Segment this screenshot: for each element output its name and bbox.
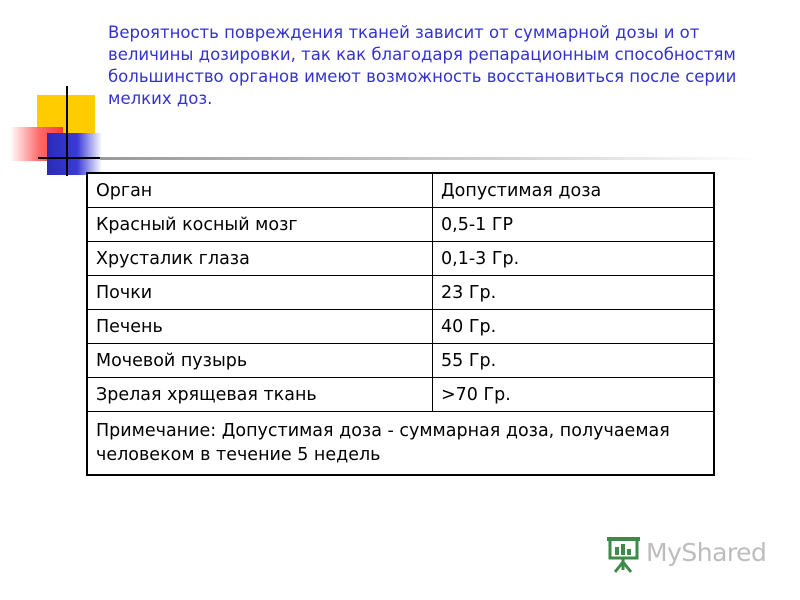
dose-cell: 40 Гр. [433,310,715,344]
watermark-logo [606,536,766,576]
dose-cell: 0,1-3 Гр. [433,242,715,276]
table-row [87,242,714,276]
watermark-text: MyShared [646,538,767,567]
dose-cell: 23 Гр. [433,276,715,310]
slide-title: Вероятность повреждения тканей зависит от суммарной дозы и от величины дозировки, так как благодаря репарационным способностям большинство органов имеют возможность восстановиться после серии мелких доз. [108,23,737,108]
table-row [87,276,714,310]
organ-cell: Красный косный мозг [87,208,433,242]
dose-cell: 0,5-1 ГР [433,208,715,242]
organ-cell: Хрусталик глаза [87,242,433,276]
table-row [87,344,714,378]
table-note: Примечание: Допустимая доза - суммарная доза, получаемая человеком в течение 5 недель [87,412,714,476]
organ-cell: Мочевой пузырь [87,344,433,378]
horizontal-line-decoration [38,157,100,159]
table-row [87,378,714,412]
table-row [87,208,714,242]
title-underline [100,157,760,160]
dose-cell: >70 Гр. [433,378,715,412]
organ-cell: Зрелая хрящевая ткань [87,378,433,412]
table-note-row [87,412,714,476]
table-row [87,310,714,344]
dose-table [86,172,715,476]
presentation-board-icon [606,536,642,574]
organ-cell: Печень [87,310,433,344]
blue-square-decoration [47,133,102,175]
vertical-line-decoration [66,86,68,176]
header-dose: Допустимая доза [433,173,715,208]
organ-cell: Почки [87,276,433,310]
dose-cell: 55 Гр. [433,344,715,378]
header-organ: Орган [87,173,433,208]
table-header-row [87,173,714,208]
